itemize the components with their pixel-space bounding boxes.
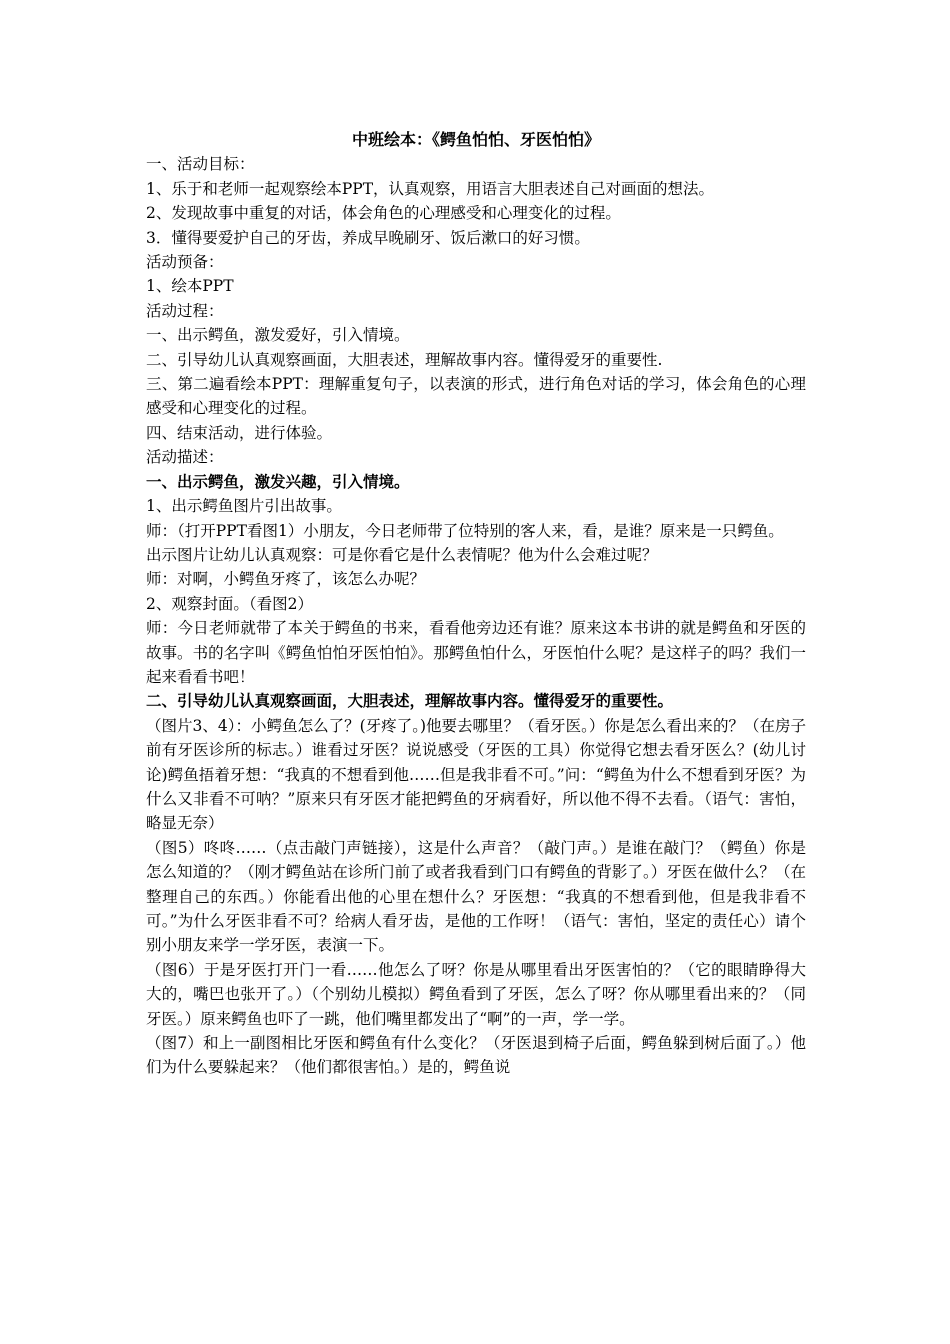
section-heading: 二、引导幼儿认真观察画面，大胆表述，理解故事内容。懂得爱牙的重要性。 (146, 691, 674, 711)
document-page (146, 128, 806, 1080)
paragraph: 一、出示鳄鱼，激发爱好，引入情境。 (146, 326, 410, 345)
paragraph: 师：对啊，小鳄鱼牙疼了，该怎么办呢？ (146, 570, 426, 589)
paragraph: 1、出示鳄鱼图片引出故事。 (146, 497, 342, 516)
paragraph: 四、结束活动，进行体验。 (146, 423, 333, 442)
paragraph: 三、第二遍看绘本PPT：理解重复句子，以表演的形式，进行角色对话的学习，体会角色的心理感受和心理变化的过程。 (146, 375, 806, 418)
paragraph: （图片3、4）：小鳄鱼怎么了？(牙疼了。)他要去哪里？（看牙医。）你是怎么看出来的？（在房子前有牙医诊所的标志。）谁看过牙医？说说感受（牙医的工具）你觉得它想去看牙医么？(幼儿讨论)鳄鱼捂着牙想：“我真的不想看到他……但是我非看不可。”问：“鳄鱼为什么不想看到牙医？为什么又非看不可呐？”原来只有牙医才能把鳄鱼的牙病看好，所以他不得不去看。（语气：害怕，略显无奈） (146, 716, 806, 833)
paragraph: 师：今日老师就带了本关于鳄鱼的书来，看看他旁边还有谁？原来这本书讲的就是鳄鱼和牙医的故事。书的名字叫《鳄鱼怕怕牙医怕怕》。那鳄鱼怕什么，牙医怕什么呢？是这样子的吗？我们一起来看看书吧！ (146, 619, 806, 686)
paragraph: 活动预备： (146, 253, 224, 272)
paragraph: 2、观察封面。（看图2） (146, 594, 313, 613)
paragraph: 师：（打开PPT看图1）小朋友，今日老师带了位特别的客人来，看，是谁？原来是一只鳄鱼。 (146, 521, 784, 540)
document-body (146, 152, 806, 1079)
paragraph: 一、活动目标： (146, 155, 255, 174)
paragraph: 2、发现故事中重复的对话，体会角色的心理感受和心理变化的过程。 (146, 204, 621, 223)
paragraph: 3．懂得要爱护自己的牙齿，养成早晚刷牙、饭后漱口的好习惯。 (146, 228, 590, 247)
paragraph: 1、绘本PPT (146, 277, 234, 296)
paragraph: （图7）和上一副图相比牙医和鳄鱼有什么变化？（牙医退到椅子后面，鳄鱼躲到树后面了。）他们为什么要躲起来？（他们都很害怕。）是的，鳄鱼说 (146, 1034, 806, 1077)
document-title: 中班绘本：《鳄鱼怕怕、牙医怕怕》 (351, 130, 600, 149)
paragraph: 出示图片让幼儿认真观察：可是你看它是什么表情呢？他为什么会难过呢？ (146, 545, 658, 564)
paragraph: （图5）咚咚……（点击敲门声链接），这是什么声音？（敲门声。）是谁在敲门？（鳄鱼）你是怎么知道的？（刚才鳄鱼站在诊所门前了或者我看到门口有鳄鱼的背影了。）牙医在做什么？（在整理自己的东西。）你能看出他的心里在想什么？牙医想：“我真的不想看到他，但是我非看不可。”为什么牙医非看不可？给病人看牙齿，是他的工作呀！（语气：害怕，坚定的责任心）请个别小朋友来学一学牙医，表演一下。 (146, 838, 806, 955)
paragraph: 活动过程： (146, 301, 224, 320)
paragraph: 活动描述： (146, 448, 224, 467)
paragraph: 二、引导幼儿认真观察画面，大胆表述，理解故事内容。懂得爱牙的重要性. (146, 350, 663, 369)
paragraph: （图6）于是牙医打开门一看……他怎么了呀？你是从哪里看出牙医害怕的？（它的眼睛睁得大大的，嘴巴也张开了。）（个别幼儿模拟）鳄鱼看到了牙医，怎么了呀？你从哪里看出来的？（同牙医。）原来鳄鱼也吓了一跳，他们嘴里都发出了“啊”的一声，学一学。 (146, 960, 806, 1028)
paragraph: 1、乐于和老师一起观察绘本PPT，认真观察，用语言大胆表述自己对画面的想法。 (146, 179, 715, 198)
section-heading: 一、出示鳄鱼，激发兴趣，引入情境。 (146, 471, 410, 491)
